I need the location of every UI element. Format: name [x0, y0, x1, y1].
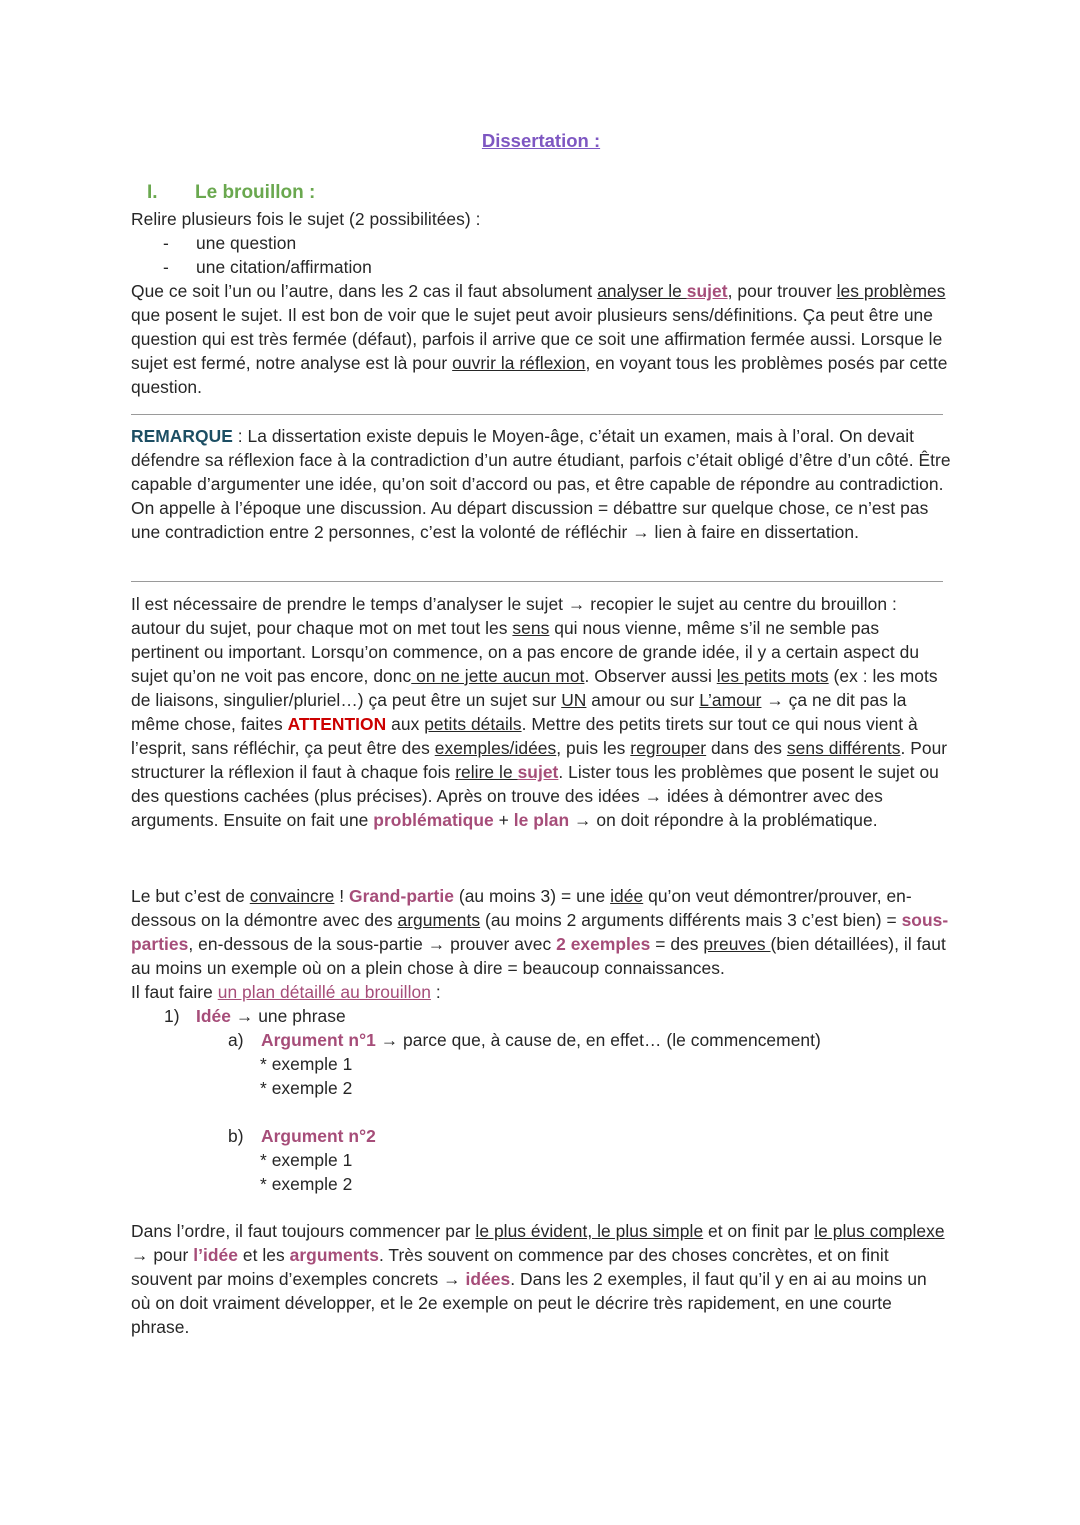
plan-example: * exemple 2: [260, 1078, 353, 1098]
paragraph-brouillon: Il est nécessaire de prendre le temps d’analyser le sujet → recopier le sujet au centre du brouillon : autour du sujet, pour chaque mot on met tout les sens qui nous vienne, même s’il ne semble pas pertinent ou important. Lorsqu’on commence, on a pas encore de grande idée, il y a certain aspect du sujet qu’on ne voit pas encore, donc on ne jette aucun mot. Observer aussi les petits mots (ex : les mots de liaisons, singulier/pluriel…) ça peut être un sujet sur UN amour ou sur L’amour → ça ne dit pas la même chose, faites ATTENTION aux petits détails. Mettre des petits tirets sur tout ce qui nous vient à l’esprit, sans réfléchir, ça peut être des exemples/idées, puis les regrouper dans des sens différents. Pour structurer la réflexion il faut à chaque fois relire le sujet. Lister tous les problèmes que posent le sujet ou des questions cachées (plus précises). Après on trouve des idées → idées à démontrer avec des arguments. Ensuite on fait une problématique + le plan → on doit répondre à la problématique.: [131, 594, 948, 830]
attention-word: ATTENTION: [287, 714, 387, 734]
plan-link: un plan détaillé au brouillon: [217, 982, 431, 1002]
plan-item-argument-2: b) Argument n°2: [228, 1126, 376, 1146]
bullet-item: - une citation/affirmation: [163, 257, 372, 277]
section-number: I.: [147, 182, 158, 203]
intro-line: Relire plusieurs fois le sujet (2 possibilitées) :: [131, 209, 481, 229]
intro-block: [131, 207, 951, 399]
paragraph-ordre: Dans l’ordre, il faut toujours commencer par le plus évident, le plus simple et on finit par le plus complexe → pour l’idée et les arguments. Très souvent on commence par des choses concrètes, et on finit souvent par moins d’exemples concrets → idées. Dans les 2 exemples, il faut qu’il y en ai au moins un où on doit vraiment développer, et le 2e exemple on peut le décrire très rapidement, en une courte phrase.: [131, 1221, 945, 1337]
plan-example: * exemple 1: [260, 1054, 353, 1074]
section-heading: [147, 182, 315, 204]
divider: [131, 581, 943, 582]
page-title: Dissertation :: [481, 130, 601, 151]
paragraph-plan: Le but c’est de convaincre ! Grand-partie (au moins 3) = une idée qu’on veut démontrer/prouver, en-dessous on la démontre avec des arguments (au moins 2 arguments différents mais 3 c’est bien) = sous-parties, en-dessous de la sous-partie → prouver avec 2 exemples = des preuves (bien détaillées), il faut au moins un exemple où on a plein chose à dire = beaucoup connaissances. Il faut faire un plan détaillé au brouillon : 1) Idée → une phrase a) Argument n°1 → parce que, à cause de, en effet… (le commencement) * exemple 1 * exemple 2 b) Argument n°2 * exemple 1 * exemple 2: [131, 884, 951, 1196]
remark-paragraph: REMARQUE : La dissertation existe depuis le Moyen-âge, c’était un examen, mais à l’oral. On devait défendre sa réflexion face à la contradiction d’un autre étudiant, parfois c’était obligé d’être d’un côté. Être capable d’argumenter une idée, qu’on soit d’accord ou pas, et être capable de répondre au contradiction. On appelle à l’époque une discussion. Au départ discussion = débattre sur quelque chose, ce n’est pas une contradiction entre 2 personnes, c’est la volonté de réfléchir → lien à faire en dissertation.: [131, 426, 951, 542]
paragraph-analyse-sujet: Que ce soit l’un ou l’autre, dans les 2 cas il faut absolument analyser le sujet, pour trouver les problèmes que posent le sujet. Il est bon de voir que le sujet peut avoir plusieurs sens/définitions. Ça peut être une question qui est très fermée (défaut), parfois il arrive que ce soit une affirmation fermée aussi. Lorsque le sujet est fermé, notre analyse est là pour ouvrir la réflexion, en voyant tous les problèmes posés par cette question.: [131, 281, 948, 397]
remark-block: [131, 424, 951, 544]
plan-item-argument-1: a) Argument n°1 → parce que, à cause de, en effet… (le commencement): [228, 1030, 821, 1050]
plan-example: * exemple 1: [260, 1150, 353, 1170]
divider: [131, 414, 943, 415]
bullet-item: - une question: [163, 233, 297, 253]
plan-example: * exemple 2: [260, 1174, 353, 1194]
section-title: Le brouillon :: [195, 182, 316, 203]
remark-label: REMARQUE: [131, 426, 233, 446]
plan-item-idee: 1) Idée → une phrase: [164, 1006, 346, 1026]
